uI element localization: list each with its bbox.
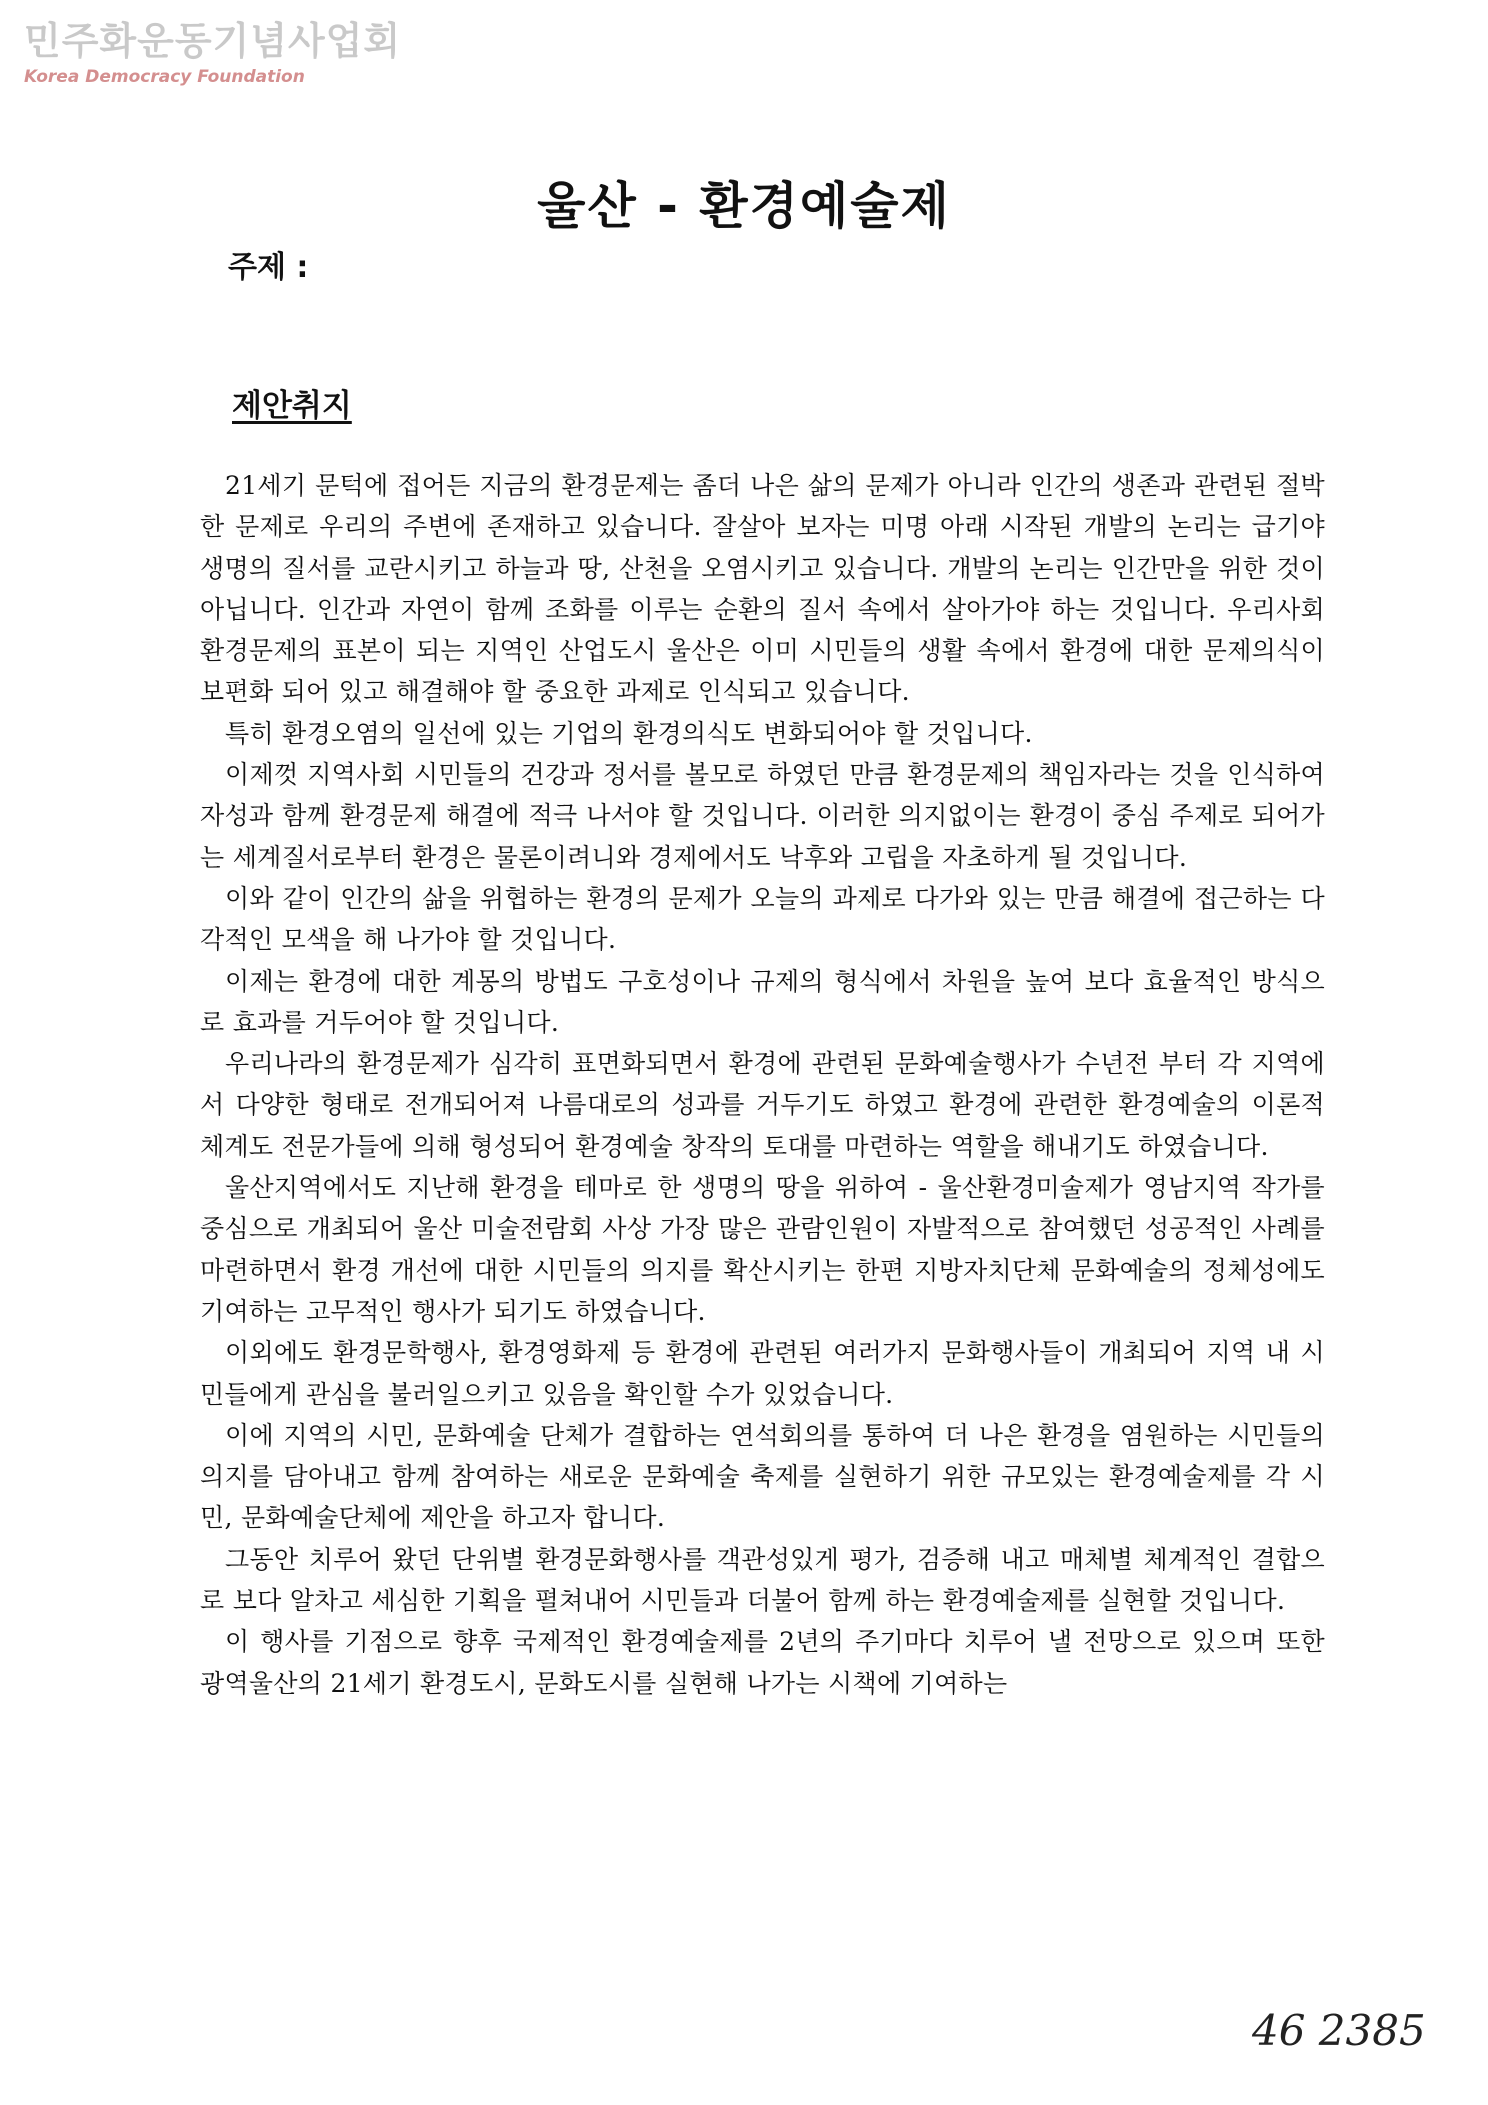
subject-label: 주제 :: [228, 250, 309, 285]
document-title: 울산 - 환경예술제: [537, 177, 951, 235]
body-text: [200, 465, 1325, 1704]
section-heading: 제안취지: [232, 388, 352, 424]
paragraph: 이외에도 환경문학행사, 환경영화제 등 환경에 관련된 여러가지 문화행사들이 개최되어 지역 내 시민들에게 관심을 불러일으키고 있음을 확인할 수가 있었습니다.: [200, 1338, 1325, 1409]
paragraph: 그동안 치루어 왔던 단위별 환경문화행사를 객관성있게 평가, 검증해 내고 매체별 체계적인 결합으로 보다 알차고 세심한 기획을 펼쳐내어 시민들과 더불어 함께 하는 환경예술제를 실현할 것입니다.: [200, 1544, 1325, 1616]
paragraph: 특히 환경오염의 일선에 있는 기업의 환경의식도 변화되어야 할 것입니다.: [225, 718, 1033, 748]
watermark-logo: [24, 18, 401, 88]
page-number: 46 2385: [1252, 2006, 1426, 2055]
paragraph: 이제는 환경에 대한 계몽의 방법도 구호성이나 규제의 형식에서 차원을 높여 보다 효율적인 방식으로 효과를 거두어야 할 것입니다.: [200, 966, 1325, 1037]
paragraph: 이에 지역의 시민, 문화예술 단체가 결합하는 연석회의를 통하여 더 나은 환경을 염원하는 시민들의 의지를 담아내고 함께 참여하는 새로운 문화예술 축제를 실현하기 위한 규모있는 환경예술제를 각 시민, 문화예술단체에 제안을 하고자 합니다.: [200, 1420, 1325, 1533]
watermark-korean: 민주화운동기념사업회: [24, 19, 402, 63]
paragraph: 이와 같이 인간의 삶을 위협하는 환경의 문제가 오늘의 과제로 다가와 있는 만큼 해결에 접근하는 다각적인 모색을 해 나가야 할 것입니다.: [200, 883, 1325, 955]
paragraph: 우리나라의 환경문제가 심각히 표면화되면서 환경에 관련된 문화예술행사가 수년전 부터 각 지역에서 다양한 형태로 전개되어져 나름대로의 성과를 거두기도 하였고 환경에 관련한 환경예술의 이론적 체계도 전문가들에 의해 형성되어 환경예술 창작의 토대를 마련하는 역할을 해내기도 하였습니다.: [200, 1049, 1325, 1161]
watermark-english: Korea Democracy Foundation: [24, 67, 305, 87]
paragraph: 이제껏 지역사회 시민들의 건강과 정서를 볼모로 하였던 만큼 환경문제의 책임자라는 것을 인식하여 자성과 함께 환경문제 해결에 적극 나서야 할 것입니다. 이러한 의지없이는 환경이 중심 주제로 되어가는 세계질서로부터 환경은 물론이려니와 경제에서도 낙후와 고립을 자초하게 될 것입니다.: [200, 760, 1325, 872]
paragraph: 울산지역에서도 지난해 환경을 테마로 한 생명의 땅을 위하여 - 울산환경미술제가 영남지역 작가를 중심으로 개최되어 울산 미술전람회 사상 가장 많은 관람인원이 자발적으로 참여했던 성공적인 사례를 마련하면서 환경 개선에 대한 시민들의 의지를 확산시키는 한편 지방자치단체 문화예술의 정체성에도 기여하는 고무적인 행사가 되기도 하였습니다.: [200, 1173, 1325, 1326]
paragraph: 21세기 문턱에 접어든 지금의 환경문제는 좀더 나은 삶의 문제가 아니라 인간의 생존과 관련된 절박한 문제로 우리의 주변에 존재하고 있습니다. 잘살아 보자는 미명 아래 시작된 개발의 논리는 급기야 생명의 질서를 교란시키고 하늘과 땅, 산천을 오염시키고 있습니다. 개발의 논리는 인간만을 위한 것이 아닙니다. 인간과 자연이 함께 조화를 이루는 순환의 질서 속에서 살아가야 하는 것입니다. 우리사회 환경문제의 표본이 되는 지역인 산업도시 울산은 이미 시민들의 생활 속에서 환경에 대한 문제의식이 보편화 되어 있고 해결해야 할 중요한 과제로 인식되고 있습니다.: [200, 471, 1325, 707]
paragraph: 이 행사를 기점으로 향후 국제적인 환경예술제를 2년의 주기마다 치루어 낼 전망으로 있으며 또한 광역울산의 21세기 환경도시, 문화도시를 실현해 나가는 시책에 기여하는: [200, 1627, 1325, 1698]
